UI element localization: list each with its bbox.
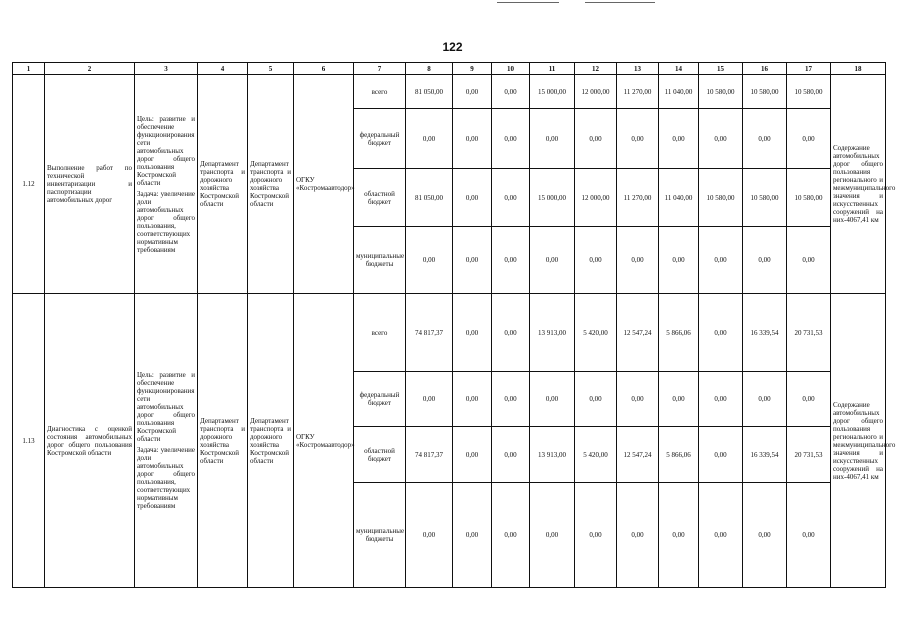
header-cell: 1 — [13, 63, 45, 75]
work-description: Диагностика с оценкой состояния автомобильных дорог общего пользования Костромской области — [45, 294, 135, 588]
funding-source: муниципальные бюджеты — [354, 227, 406, 294]
value-cell: 0,00 — [575, 109, 617, 169]
value-cell: 10 580,00 — [699, 75, 743, 109]
value-cell: 12 000,00 — [575, 75, 617, 109]
value-cell: 20 731,53 — [787, 427, 831, 483]
organization-cell: ОГКУ «Костромаавтодор» — [294, 294, 354, 588]
header-cell: 10 — [492, 63, 530, 75]
value-cell: 0,00 — [787, 227, 831, 294]
value-cell: 0,00 — [453, 75, 492, 109]
task-text: Задача: увеличение доли автомобильных дорог общего пользования, соответствующих нормативным требованиям — [137, 446, 195, 510]
header-cell: 7 — [354, 63, 406, 75]
value-cell: 0,00 — [699, 427, 743, 483]
header-cell: 6 — [294, 63, 354, 75]
value-cell: 0,00 — [617, 483, 659, 588]
value-cell: 0,00 — [492, 109, 530, 169]
task-text: Задача: увеличение доли автомобильных дорог общего пользования, соответствующих нормативным требованиям — [137, 189, 195, 254]
department-cell: Департамент транспорта и дорожного хозяйства Костромской области — [248, 294, 294, 588]
value-cell: 5 420,00 — [575, 294, 617, 372]
header-cell: 5 — [248, 63, 294, 75]
header-cell: 4 — [198, 63, 248, 75]
funding-source: областной бюджет — [354, 169, 406, 227]
value-cell: 0,00 — [787, 483, 831, 588]
header-cell: 2 — [45, 63, 135, 75]
funding-source: муниципальные бюджеты — [354, 483, 406, 588]
value-cell: 0,00 — [453, 109, 492, 169]
value-cell: 0,00 — [743, 483, 787, 588]
value-cell: 5 420,00 — [575, 427, 617, 483]
goal-text: Цель: развитие и обеспечение функционирования сети автомобильных дорог общего пользования Костромской области — [137, 371, 195, 443]
row-id: 1.13 — [13, 294, 45, 588]
value-cell: 0,00 — [699, 227, 743, 294]
goal-task-cell — [135, 294, 198, 588]
value-cell: 15 000,00 — [530, 169, 575, 227]
value-cell: 0,00 — [743, 372, 787, 427]
value-cell: 0,00 — [530, 483, 575, 588]
value-cell: 0,00 — [492, 75, 530, 109]
header-row — [13, 63, 886, 75]
page-number: 122 — [442, 40, 463, 54]
value-cell: 15 000,00 — [530, 75, 575, 109]
value-cell: 0,00 — [406, 227, 453, 294]
value-cell: 10 580,00 — [699, 169, 743, 227]
header-cell: 16 — [743, 63, 787, 75]
value-cell: 0,00 — [617, 372, 659, 427]
table-row-1-12-total — [13, 75, 886, 109]
row-id: 1.12 — [13, 75, 45, 294]
department-cell: Департамент транспорта и дорожного хозяйства Костромской области — [248, 75, 294, 294]
header-cell: 13 — [617, 63, 659, 75]
value-cell: 0,00 — [699, 483, 743, 588]
expected-result: Содержание автомобильных дорог общего пользования регионального и межмуниципального значения и искусственных сооружений на них-4067,41 км — [831, 294, 886, 588]
value-cell: 0,00 — [530, 109, 575, 169]
header-cell: 17 — [787, 63, 831, 75]
value-cell: 0,00 — [659, 227, 699, 294]
value-cell: 13 913,00 — [530, 427, 575, 483]
value-cell: 0,00 — [659, 483, 699, 588]
value-cell: 0,00 — [530, 227, 575, 294]
funding-source: федеральный бюджет — [354, 372, 406, 427]
value-cell: 0,00 — [743, 227, 787, 294]
expected-result: Содержание автомобильных дорог общего пользования регионального и межмуниципального значения и искусственных сооружений на них-4067,41 км — [831, 75, 886, 294]
value-cell: 5 866,06 — [659, 294, 699, 372]
header-cell: 3 — [135, 63, 198, 75]
value-cell: 0,00 — [492, 483, 530, 588]
value-cell: 0,00 — [743, 109, 787, 169]
program-table — [12, 62, 896, 588]
value-cell: 81 050,00 — [406, 75, 453, 109]
value-cell: 0,00 — [406, 483, 453, 588]
department-cell: Департамент транспорта и дорожного хозяйства Костромской области — [198, 294, 248, 588]
value-cell: 12 547,24 — [617, 427, 659, 483]
value-cell: 74 817,37 — [406, 294, 453, 372]
value-cell: 0,00 — [406, 372, 453, 427]
value-cell: 16 339,54 — [743, 294, 787, 372]
value-cell: 0,00 — [453, 294, 492, 372]
value-cell: 13 913,00 — [530, 294, 575, 372]
work-description: Выполнение работ по технической инвентаризации и паспортизации автомобильных дорог — [45, 75, 135, 294]
goal-text: Цель: развитие и обеспечение функционирования сети автомобильных дорог общего пользования Костромской области — [137, 114, 195, 187]
table-row-1-13-total — [13, 294, 886, 372]
value-cell: 0,00 — [787, 109, 831, 169]
value-cell: 0,00 — [492, 294, 530, 372]
department-cell: Департамент транспорта и дорожного хозяйства Костромской области — [198, 75, 248, 294]
value-cell: 0,00 — [659, 372, 699, 427]
value-cell: 0,00 — [492, 169, 530, 227]
value-cell: 0,00 — [453, 372, 492, 427]
value-cell: 0,00 — [699, 372, 743, 427]
value-cell: 0,00 — [453, 169, 492, 227]
value-cell: 0,00 — [699, 294, 743, 372]
value-cell: 0,00 — [492, 372, 530, 427]
funding-source: федеральный бюджет — [354, 109, 406, 169]
value-cell: 11 040,00 — [659, 75, 699, 109]
header-cell: 15 — [699, 63, 743, 75]
funding-source: областной бюджет — [354, 427, 406, 483]
value-cell: 0,00 — [530, 372, 575, 427]
value-cell: 0,00 — [575, 483, 617, 588]
header-cell: 18 — [831, 63, 886, 75]
value-cell: 10 580,00 — [787, 169, 831, 227]
value-cell: 11 270,00 — [617, 169, 659, 227]
value-cell: 0,00 — [575, 372, 617, 427]
value-cell: 5 866,06 — [659, 427, 699, 483]
value-cell: 10 580,00 — [787, 75, 831, 109]
header-cell: 8 — [406, 63, 453, 75]
value-cell: 0,00 — [406, 109, 453, 169]
value-cell: 0,00 — [575, 227, 617, 294]
value-cell: 10 580,00 — [743, 75, 787, 109]
top-edge-line-right — [585, 2, 655, 3]
funding-source: всего — [354, 294, 406, 372]
value-cell: 0,00 — [492, 227, 530, 294]
value-cell: 0,00 — [659, 109, 699, 169]
value-cell: 81 050,00 — [406, 169, 453, 227]
value-cell: 74 817,37 — [406, 427, 453, 483]
header-cell: 9 — [453, 63, 492, 75]
value-cell: 0,00 — [492, 427, 530, 483]
value-cell: 0,00 — [787, 372, 831, 427]
header-cell: 11 — [530, 63, 575, 75]
value-cell: 11 270,00 — [617, 75, 659, 109]
value-cell: 12 000,00 — [575, 169, 617, 227]
value-cell: 10 580,00 — [743, 169, 787, 227]
funding-source: всего — [354, 75, 406, 109]
value-cell: 0,00 — [699, 109, 743, 169]
top-edge-line-left — [497, 2, 559, 3]
value-cell: 16 339,54 — [743, 427, 787, 483]
value-cell: 0,00 — [453, 483, 492, 588]
organization-cell: ОГКУ «Костромаавтодор» — [294, 75, 354, 294]
header-cell: 12 — [575, 63, 617, 75]
value-cell: 11 040,00 — [659, 169, 699, 227]
value-cell: 20 731,53 — [787, 294, 831, 372]
header-cell: 14 — [659, 63, 699, 75]
value-cell: 0,00 — [617, 109, 659, 169]
goal-task-cell — [135, 75, 198, 294]
value-cell: 0,00 — [453, 427, 492, 483]
value-cell: 12 547,24 — [617, 294, 659, 372]
value-cell: 0,00 — [453, 227, 492, 294]
value-cell: 0,00 — [617, 227, 659, 294]
